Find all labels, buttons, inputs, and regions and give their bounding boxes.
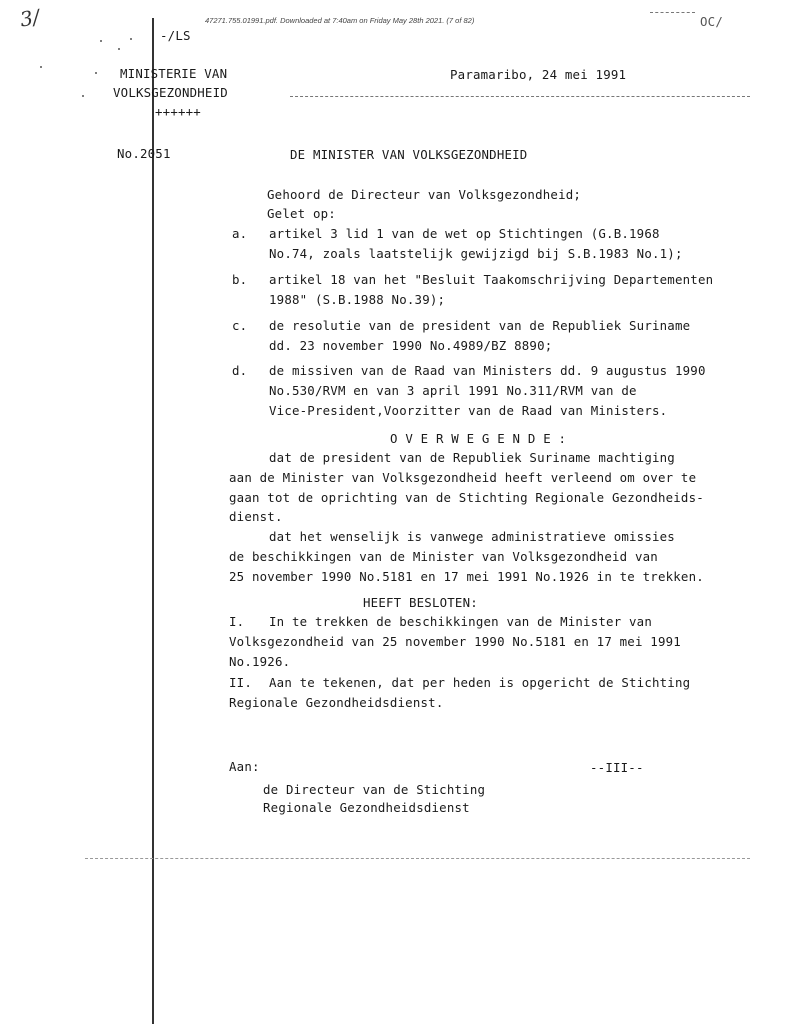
page-title: DE MINISTER VAN VOLKSGEZONDHEID [290,147,528,162]
ministry-line2: VOLKSGEZONDHEID [113,85,228,100]
item-line: No.530/RVM en van 3 april 1991 No.311/RVM van de [269,383,637,398]
overwegende-line: dat het wenselijk is vanwege administratieve omissies [269,529,675,544]
bottom-dash [85,858,750,859]
item-line: No.74, zoals laatstelijk gewijzigd bij S.B.1983 No.1); [269,246,683,261]
top-right-mark: OC/ [700,14,723,29]
decision-line: No.1926. [229,654,291,669]
besloten-heading: HEEFT BESLOTEN: [363,595,478,610]
overwegende-line: aan de Minister van Volksgezondheid heeft verleend om over te [229,470,697,485]
decision-line: Volksgezondheid van 25 november 1990 No.5181 en 17 mei 1991 [229,634,681,649]
decision-line: In te trekken de beschikkingen van de Minister van [269,614,652,629]
heard-line: Gehoord de Directeur van Volksgezondheid; [267,187,582,202]
margin-line [152,18,154,1024]
overwegende-line: dienst. [229,509,283,524]
item-line: de resolutie van de president van de Republiek Suriname [269,318,691,333]
item-letter: c. [232,318,248,333]
item-line: 1988" (S.B.1988 No.39); [269,292,446,307]
ministry-line1: MINISTERIE VAN [120,66,228,81]
ministry-stars: ++++++ [155,104,201,119]
overwegende-line: 25 november 1990 No.5181 en 17 mei 1991 No.1926 in te trekken. [229,569,704,584]
corner-handwritten-mark: 3/ [18,4,42,32]
item-letter: d. [232,363,248,378]
item-line: dd. 23 november 1990 No.4989/BZ 8890; [269,338,553,353]
item-line: artikel 3 lid 1 van de wet op Stichtingen (G.B.1968 [269,226,660,241]
ref-code: -/LS [160,28,191,43]
item-letter: a. [232,226,248,241]
overwegende-line: de beschikkingen van de Minister van Volksgezondheid van [229,549,658,564]
top-dash [650,12,695,13]
item-line: de missiven van de Raad van Ministers dd. 9 augustus 1990 [269,363,706,378]
recipient-line: de Directeur van de Stichting [263,782,486,797]
download-header: 47271.755.01991.pdf. Downloaded at 7:40am on Friday May 28th 2021. (7 of 82) [205,16,475,25]
decision-number: II. [229,675,252,690]
overwegende-heading: O V E R W E G E N D E : [390,431,567,446]
item-letter: b. [232,272,248,287]
recipient-line: Regionale Gezondheidsdienst [263,800,470,815]
decision-line: Aan te tekenen, dat per heden is opgericht de Stichting [269,675,691,690]
overwegende-line: gaan tot de oprichting van de Stichting Regionale Gezondheids- [229,490,704,505]
place-date: Paramaribo, 24 mei 1991 [450,67,627,82]
decision-number: I. [229,614,245,629]
item-line: artikel 18 van het "Besluit Taakomschrijving Departementen [269,272,714,287]
considering-label: Gelet op: [267,206,336,221]
overwegende-line: dat de president van de Republiek Suriname machtiging [269,450,675,465]
decision-line: Regionale Gezondheidsdienst. [229,695,444,710]
aan-label: Aan: [229,759,260,774]
decree-number: No.2051 [117,146,171,161]
date-underline [290,96,750,97]
item-line: Vice-President,Voorzitter van de Raad van Ministers. [269,403,668,418]
continue-mark: --III-- [590,760,644,775]
